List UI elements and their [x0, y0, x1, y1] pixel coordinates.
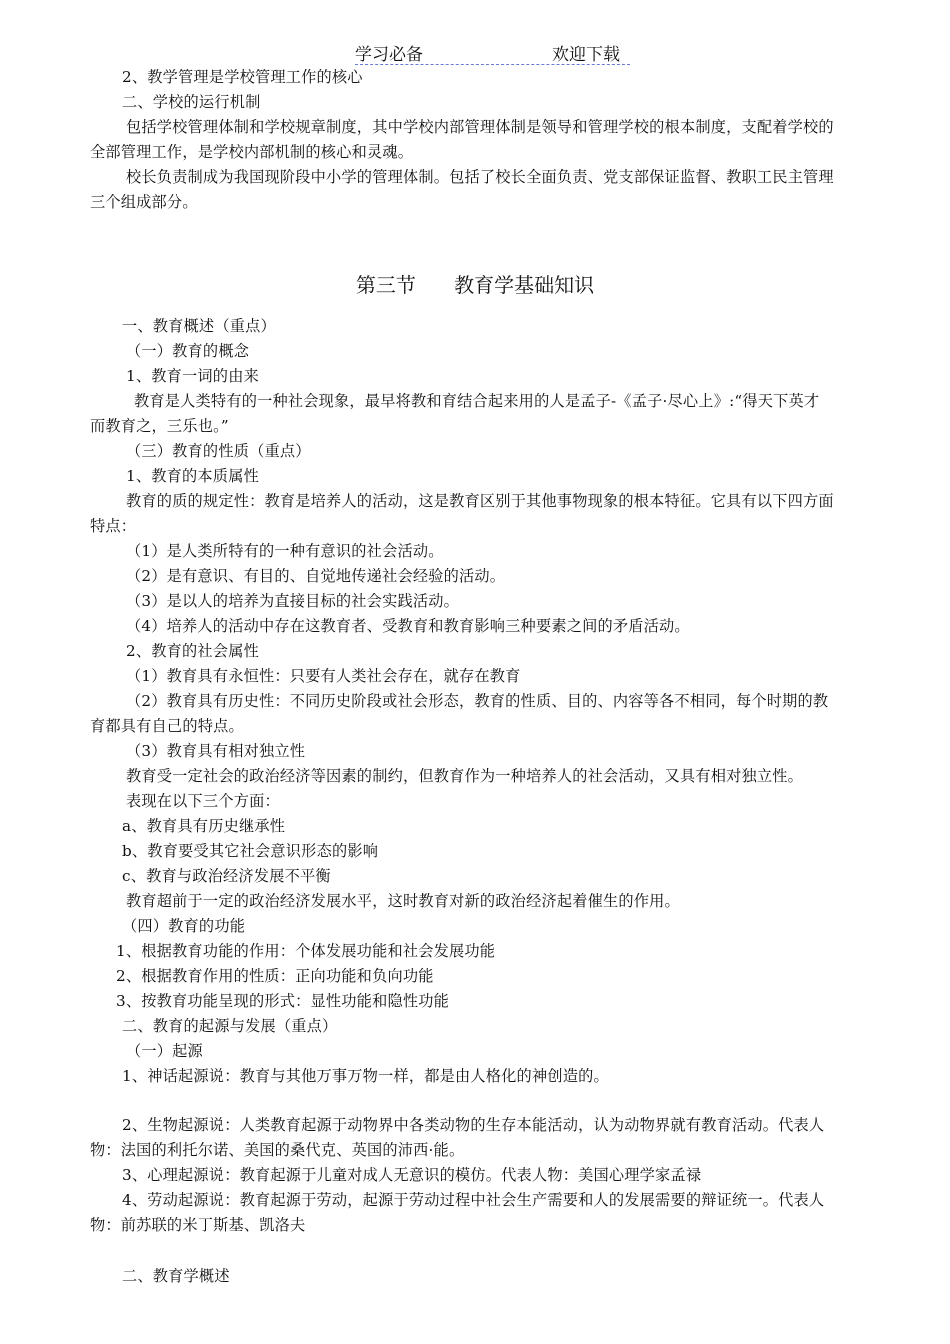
paragraph-line: 特点：	[90, 517, 137, 535]
list-item: （3）是以人的培养为直接目标的社会实践活动。	[126, 592, 460, 610]
paragraph-line: 包括学校管理体制和学校规章制度，其中学校内部管理体制是领导和管理学校的根本制度，支配着学校的	[126, 118, 834, 136]
paragraph-line: 3、心理起源说：教育起源于儿童对成人无意识的模仿。代表人物：美国心理学家孟禄	[122, 1166, 702, 1184]
list-item: b、教育要受其它社会意识形态的影响	[122, 842, 379, 860]
list-item: 1、神话起源说：教育与其他万事万物一样，都是由人格化的神创造的。	[122, 1067, 609, 1085]
subheading: （四）教育的功能	[122, 917, 246, 935]
list-item: （2）教育具有历史性：不同历史阶段或社会形态，教育的性质、目的、内容等各不相同，每个时期的教	[126, 692, 829, 710]
paragraph-line: 物：前苏联的米丁斯基、凯洛夫	[90, 1216, 306, 1234]
subheading: 1、教育一词的由来	[126, 367, 259, 385]
list-item: （1）教育具有永恒性：只要有人类社会存在，就存在教育	[126, 667, 521, 685]
subheading: 二、教育学概述	[122, 1267, 230, 1285]
page-header	[355, 38, 630, 65]
subheading: （一）教育的概念	[126, 342, 250, 360]
paragraph-line: 物：法国的利托尔诺、美国的桑代克、英国的沛西·能。	[90, 1141, 465, 1159]
list-item: a、教育具有历史继承性	[122, 817, 286, 835]
paragraph-line: 教育是人类特有的一种社会现象，最早将教和育结合起来用的人是孟子-《孟子·尽心上》:“得天下英才	[134, 392, 820, 410]
list-item: （3）教育具有相对独立性	[126, 742, 306, 760]
paragraph-line: 全部管理工作，是学校内部机制的核心和灵魂。	[90, 143, 414, 161]
paragraph-line: 而教育之，三乐也。”	[90, 417, 229, 435]
list-item: （2）是有意识、有目的、自觉地传递社会经验的活动。	[126, 567, 506, 585]
paragraph-line: 4、劳动起源说：教育起源于劳动，起源于劳动过程中社会生产需要和人的发展需要的辩证统一。代表人	[122, 1191, 825, 1209]
paragraph-line: 教育超前于一定的政治经济发展水平，这时教育对新的政治经济起着催生的作用。	[126, 892, 680, 910]
section-title: 第三节 教育学基础知识	[355, 273, 595, 297]
list-item: （1）是人类所特有的一种有意识的社会活动。	[126, 542, 444, 560]
subheading: 二、学校的运行机制	[122, 93, 261, 111]
list-item: 2、教学管理是学校管理工作的核心	[122, 68, 363, 86]
paragraph-line: 教育受一定社会的政治经济等因素的制约，但教育作为一种培养人的社会活动，又具有相对独立性。	[126, 767, 804, 785]
paragraph-line: 表现在以下三个方面：	[126, 792, 280, 810]
list-item: 3、按教育功能呈现的形式：显性功能和隐性功能	[116, 992, 450, 1010]
paragraph-line: 教育的质的规定性：教育是培养人的活动，这是教育区别于其他事物现象的根本特征。它具有以下四方面	[126, 492, 834, 510]
list-item: 2、根据教育作用的性质：正向功能和负向功能	[116, 967, 434, 985]
header-right-text: 欢迎下载	[552, 45, 620, 65]
subheading: 2、教育的社会属性	[126, 642, 259, 660]
list-item: 1、根据教育功能的作用：个体发展功能和社会发展功能	[116, 942, 496, 960]
paragraph-line: 三个组成部分。	[90, 193, 198, 211]
subheading: （三）教育的性质（重点）	[126, 442, 311, 460]
list-item: （4）培养人的活动中存在这教育者、受教育和教育影响三种要素之间的矛盾活动。	[126, 617, 690, 635]
subheading: （一）起源	[126, 1042, 203, 1060]
paragraph-line: 校长负责制成为我国现阶段中小学的管理体制。包括了校长全面负责、党支部保证监督、教职工民主管理	[126, 168, 834, 186]
paragraph-line: 育都具有自己的特点。	[90, 717, 244, 735]
paragraph-line: 2、生物起源说：人类教育起源于动物界中各类动物的生存本能活动，认为动物界就有教育活动。代表人	[122, 1116, 825, 1134]
subheading: 一、教育概述（重点）	[122, 317, 276, 335]
header-left-text: 学习必备	[355, 45, 423, 65]
subheading: 1、教育的本质属性	[126, 467, 259, 485]
subheading: 二、教育的起源与发展（重点）	[122, 1017, 338, 1035]
list-item: c、教育与政治经济发展不平衡	[122, 867, 331, 885]
